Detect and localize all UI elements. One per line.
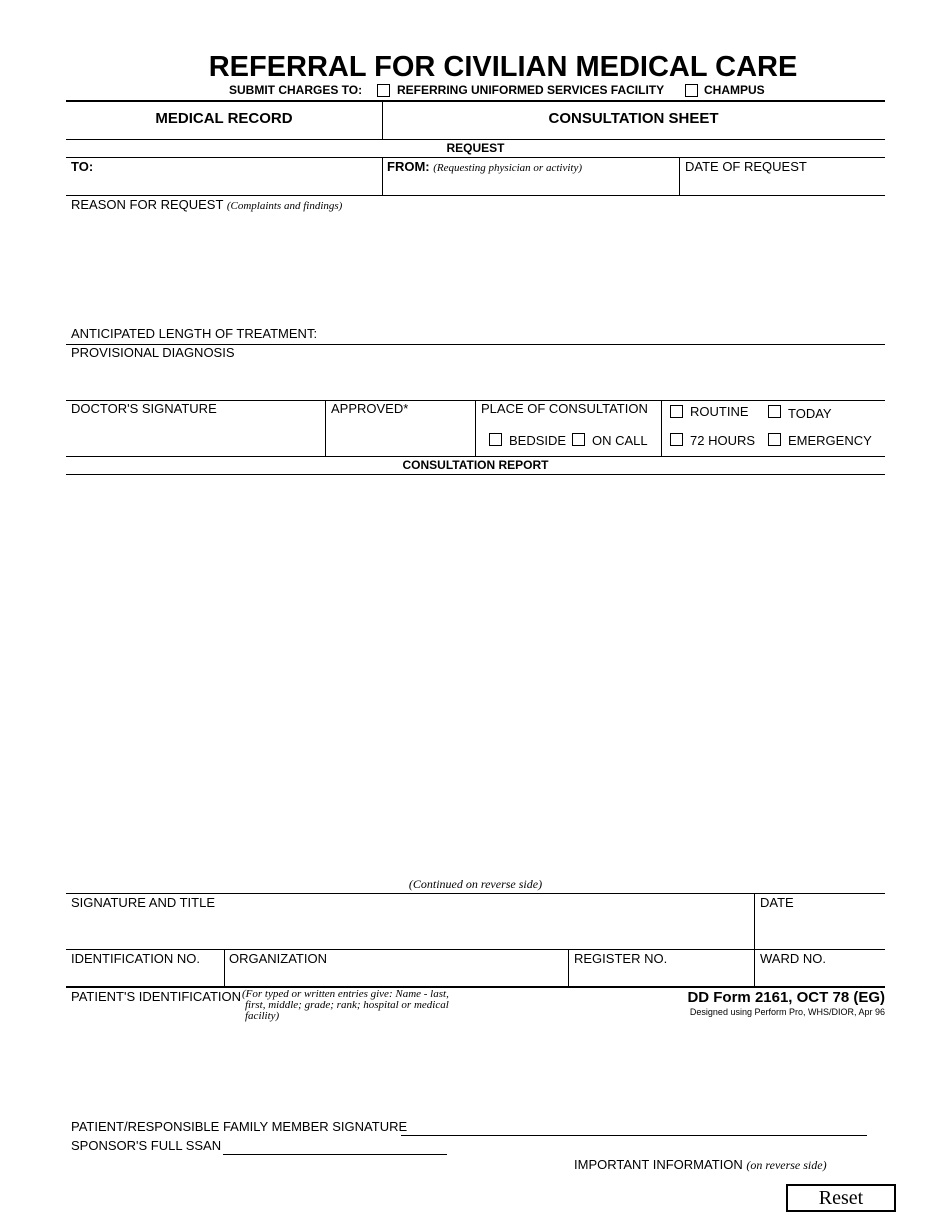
facility-checkbox[interactable] <box>377 84 390 97</box>
reason-label-group <box>71 197 342 214</box>
to-label: TO: <box>71 159 94 174</box>
routine-checkbox[interactable] <box>670 405 683 418</box>
to-field[interactable] <box>68 175 382 195</box>
patient-identification-label: PATIENT'S IDENTIFICATION <box>71 989 242 1004</box>
from-field[interactable] <box>386 175 680 195</box>
champus-option-label: CHAMPUS <box>704 83 765 97</box>
report-date-label: DATE <box>760 895 794 910</box>
patient-id-hint-3: facility) <box>245 1010 280 1022</box>
patient-signature-field[interactable] <box>402 1118 871 1136</box>
provisional-diagnosis-label: PROVISIONAL DIAGNOSIS <box>71 345 235 360</box>
on-call-checkbox[interactable] <box>572 433 585 446</box>
today-label: TODAY <box>788 406 832 421</box>
consultation-sheet-heading: CONSULTATION SHEET <box>548 110 719 127</box>
on-call-label: ON CALL <box>592 433 648 448</box>
reset-button[interactable]: Reset <box>786 1184 896 1212</box>
patient-id-hint-2: first, middle; grade; rank; hospital or medical <box>245 999 449 1011</box>
designed-by-note: Designed using Perform Pro, WHS/DIOR, Apr 96 <box>689 1007 885 1017</box>
anticipated-length-label: ANTICIPATED LENGTH OF TREATMENT: <box>71 326 318 341</box>
emergency-label: EMERGENCY <box>788 433 872 448</box>
consultation-report-title: CONSULTATION REPORT <box>402 458 549 472</box>
champus-checkbox[interactable] <box>685 84 698 97</box>
medical-record-heading: MEDICAL RECORD <box>155 110 293 127</box>
72-hours-checkbox[interactable] <box>670 433 683 446</box>
date-of-request-field[interactable] <box>683 175 887 195</box>
from-label-group <box>387 159 582 176</box>
doctor-signature-label: DOCTOR'S SIGNATURE <box>71 401 217 416</box>
from-hint: (Requesting physician or activity) <box>433 162 582 174</box>
form-title: REFERRAL FOR CIVILIAN MEDICAL CARE <box>208 51 798 83</box>
patient-id-hint-1: (For typed or written entries give: Name - last, <box>242 988 449 1000</box>
approved-label: APPROVED* <box>331 401 409 416</box>
submit-charges-label: SUBMIT CHARGES TO: <box>229 83 363 97</box>
place-of-consultation-label: PLACE OF CONSULTATION <box>481 401 648 416</box>
patient-identification-field[interactable] <box>68 1028 632 1112</box>
ward-no-label: WARD NO. <box>760 951 826 966</box>
patient-signature-label: PATIENT/RESPONSIBLE FAMILY MEMBER SIGNATURE <box>71 1119 408 1134</box>
reason-hint: (Complaints and findings) <box>226 200 343 212</box>
bedside-checkbox[interactable] <box>489 433 502 446</box>
identification-no-label: IDENTIFICATION NO. <box>71 951 201 966</box>
continued-note: (Continued on reverse side) <box>408 877 543 891</box>
reason-label: REASON FOR REQUEST <box>71 197 224 212</box>
anticipated-length-field[interactable] <box>316 325 880 344</box>
important-information-label: IMPORTANT INFORMATION <box>574 1157 743 1172</box>
routine-label: ROUTINE <box>690 404 749 419</box>
important-information-hint: (on reverse side) <box>746 1158 827 1172</box>
important-information-group <box>574 1157 827 1173</box>
request-section-title: REQUEST <box>446 141 505 155</box>
provisional-diagnosis-field[interactable] <box>68 362 887 402</box>
emergency-checkbox[interactable] <box>768 433 781 446</box>
consultation-report-field[interactable] <box>68 478 887 877</box>
sponsor-ssan-field[interactable] <box>225 1137 451 1155</box>
register-no-label: REGISTER NO. <box>574 951 668 966</box>
signature-title-label: SIGNATURE AND TITLE <box>71 895 215 910</box>
organization-label: ORGANIZATION <box>229 951 327 966</box>
today-checkbox[interactable] <box>768 405 781 418</box>
bedside-label: BEDSIDE <box>509 433 567 448</box>
facility-option-label: REFERRING UNIFORMED SERVICES FACILITY <box>397 83 665 97</box>
date-of-request-label: DATE OF REQUEST <box>685 159 807 174</box>
sponsor-ssan-label: SPONSOR'S FULL SSAN <box>71 1138 222 1153</box>
from-label: FROM: <box>387 159 430 174</box>
form-number: DD Form 2161, OCT 78 (EG) <box>687 989 885 1006</box>
72-hours-label: 72 HOURS <box>690 433 756 448</box>
reason-field[interactable] <box>68 214 887 324</box>
